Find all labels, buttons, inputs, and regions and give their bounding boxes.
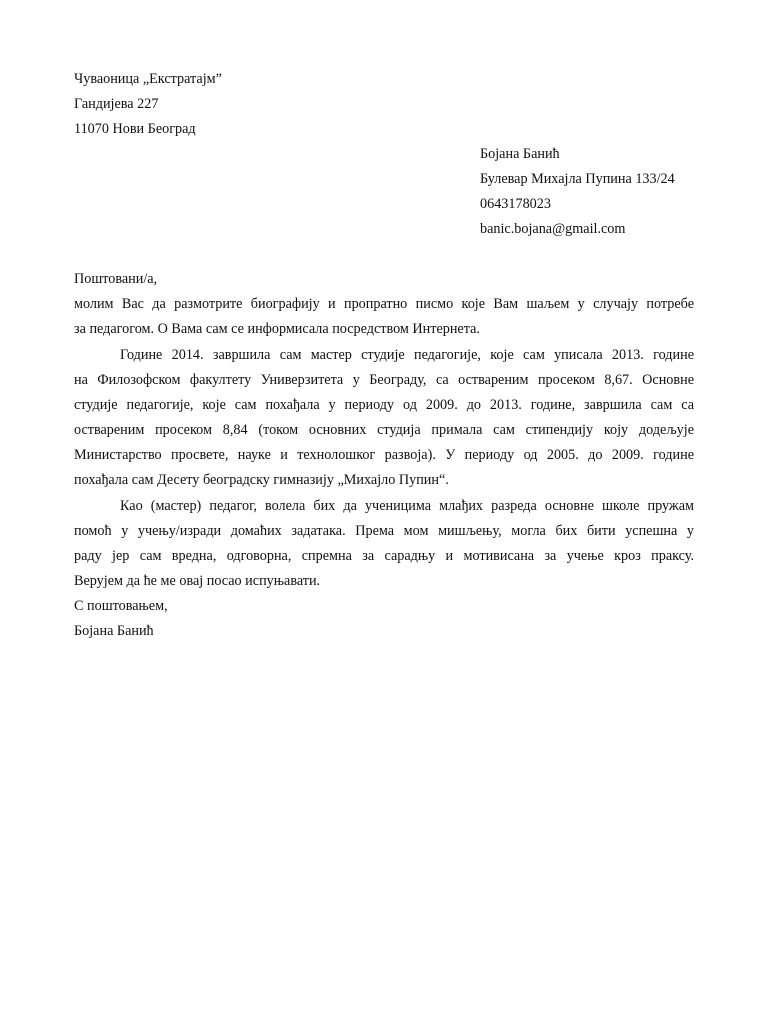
paragraph2-line: раду јер сам вредна, одговорна, спремна за сарадњу и мотивисана за учење кроз праксу. [74,548,694,564]
recipient-name: Чуваоница „Екстратајм” [74,71,222,87]
paragraph1-line: оствареним просеком 8,84 (током основних студија примала сам стипендију коју додељује [74,422,694,438]
paragraph1-line: студије педагогије, које сам похађала у периоду од 2009. до 2013. године, завршила сам са [74,397,694,413]
sender-phone: 0643178023 [480,196,551,212]
sender-email: banic.bojana@gmail.com [480,221,626,237]
salutation: Поштовани/а, [74,271,158,287]
paragraph2-line: Као (мастер) педагог, волела бих да ученицима млађих разреда основне школе пружам [120,498,694,514]
closing: С поштовањем, [74,598,168,614]
intro-line: молим Вас да размотрите биографију и пропратно писмо које Вам шаљем у случају потребе [74,296,694,312]
paragraph2-line: помоћ у учењу/изради домаћих задатака. Према мом мишљењу, могла бих бити успешна у [74,523,694,539]
sender-name: Бојана Банић [480,146,560,162]
paragraph1-line: похађала сам Десету београдску гимназију „Михајло Пупин“. [74,472,449,488]
recipient-city: 11070 Нови Београд [74,121,196,137]
paragraph1-line: Министарство просвете, науке и технолошког развоја). У периоду од 2005. до 2009. године [74,447,694,463]
paragraph1-line: Године 2014. завршила сам мастер студије педагогије, које сам уписала 2013. године [120,347,694,363]
intro-line: за педагогом. О Вама сам се информисала посредством Интернета. [74,321,480,337]
sender-address: Булевар Михајла Пупина 133/24 [480,171,675,187]
recipient-street: Гандијева 227 [74,96,159,112]
paragraph2-line: Верујем да ће ме овај посао испуњавати. [74,573,321,589]
paragraph1-line: на Филозофском факултету Универзитета у Београду, са оствареним просеком 8,67. Основне [74,372,694,388]
signature: Бојана Банић [74,623,154,639]
